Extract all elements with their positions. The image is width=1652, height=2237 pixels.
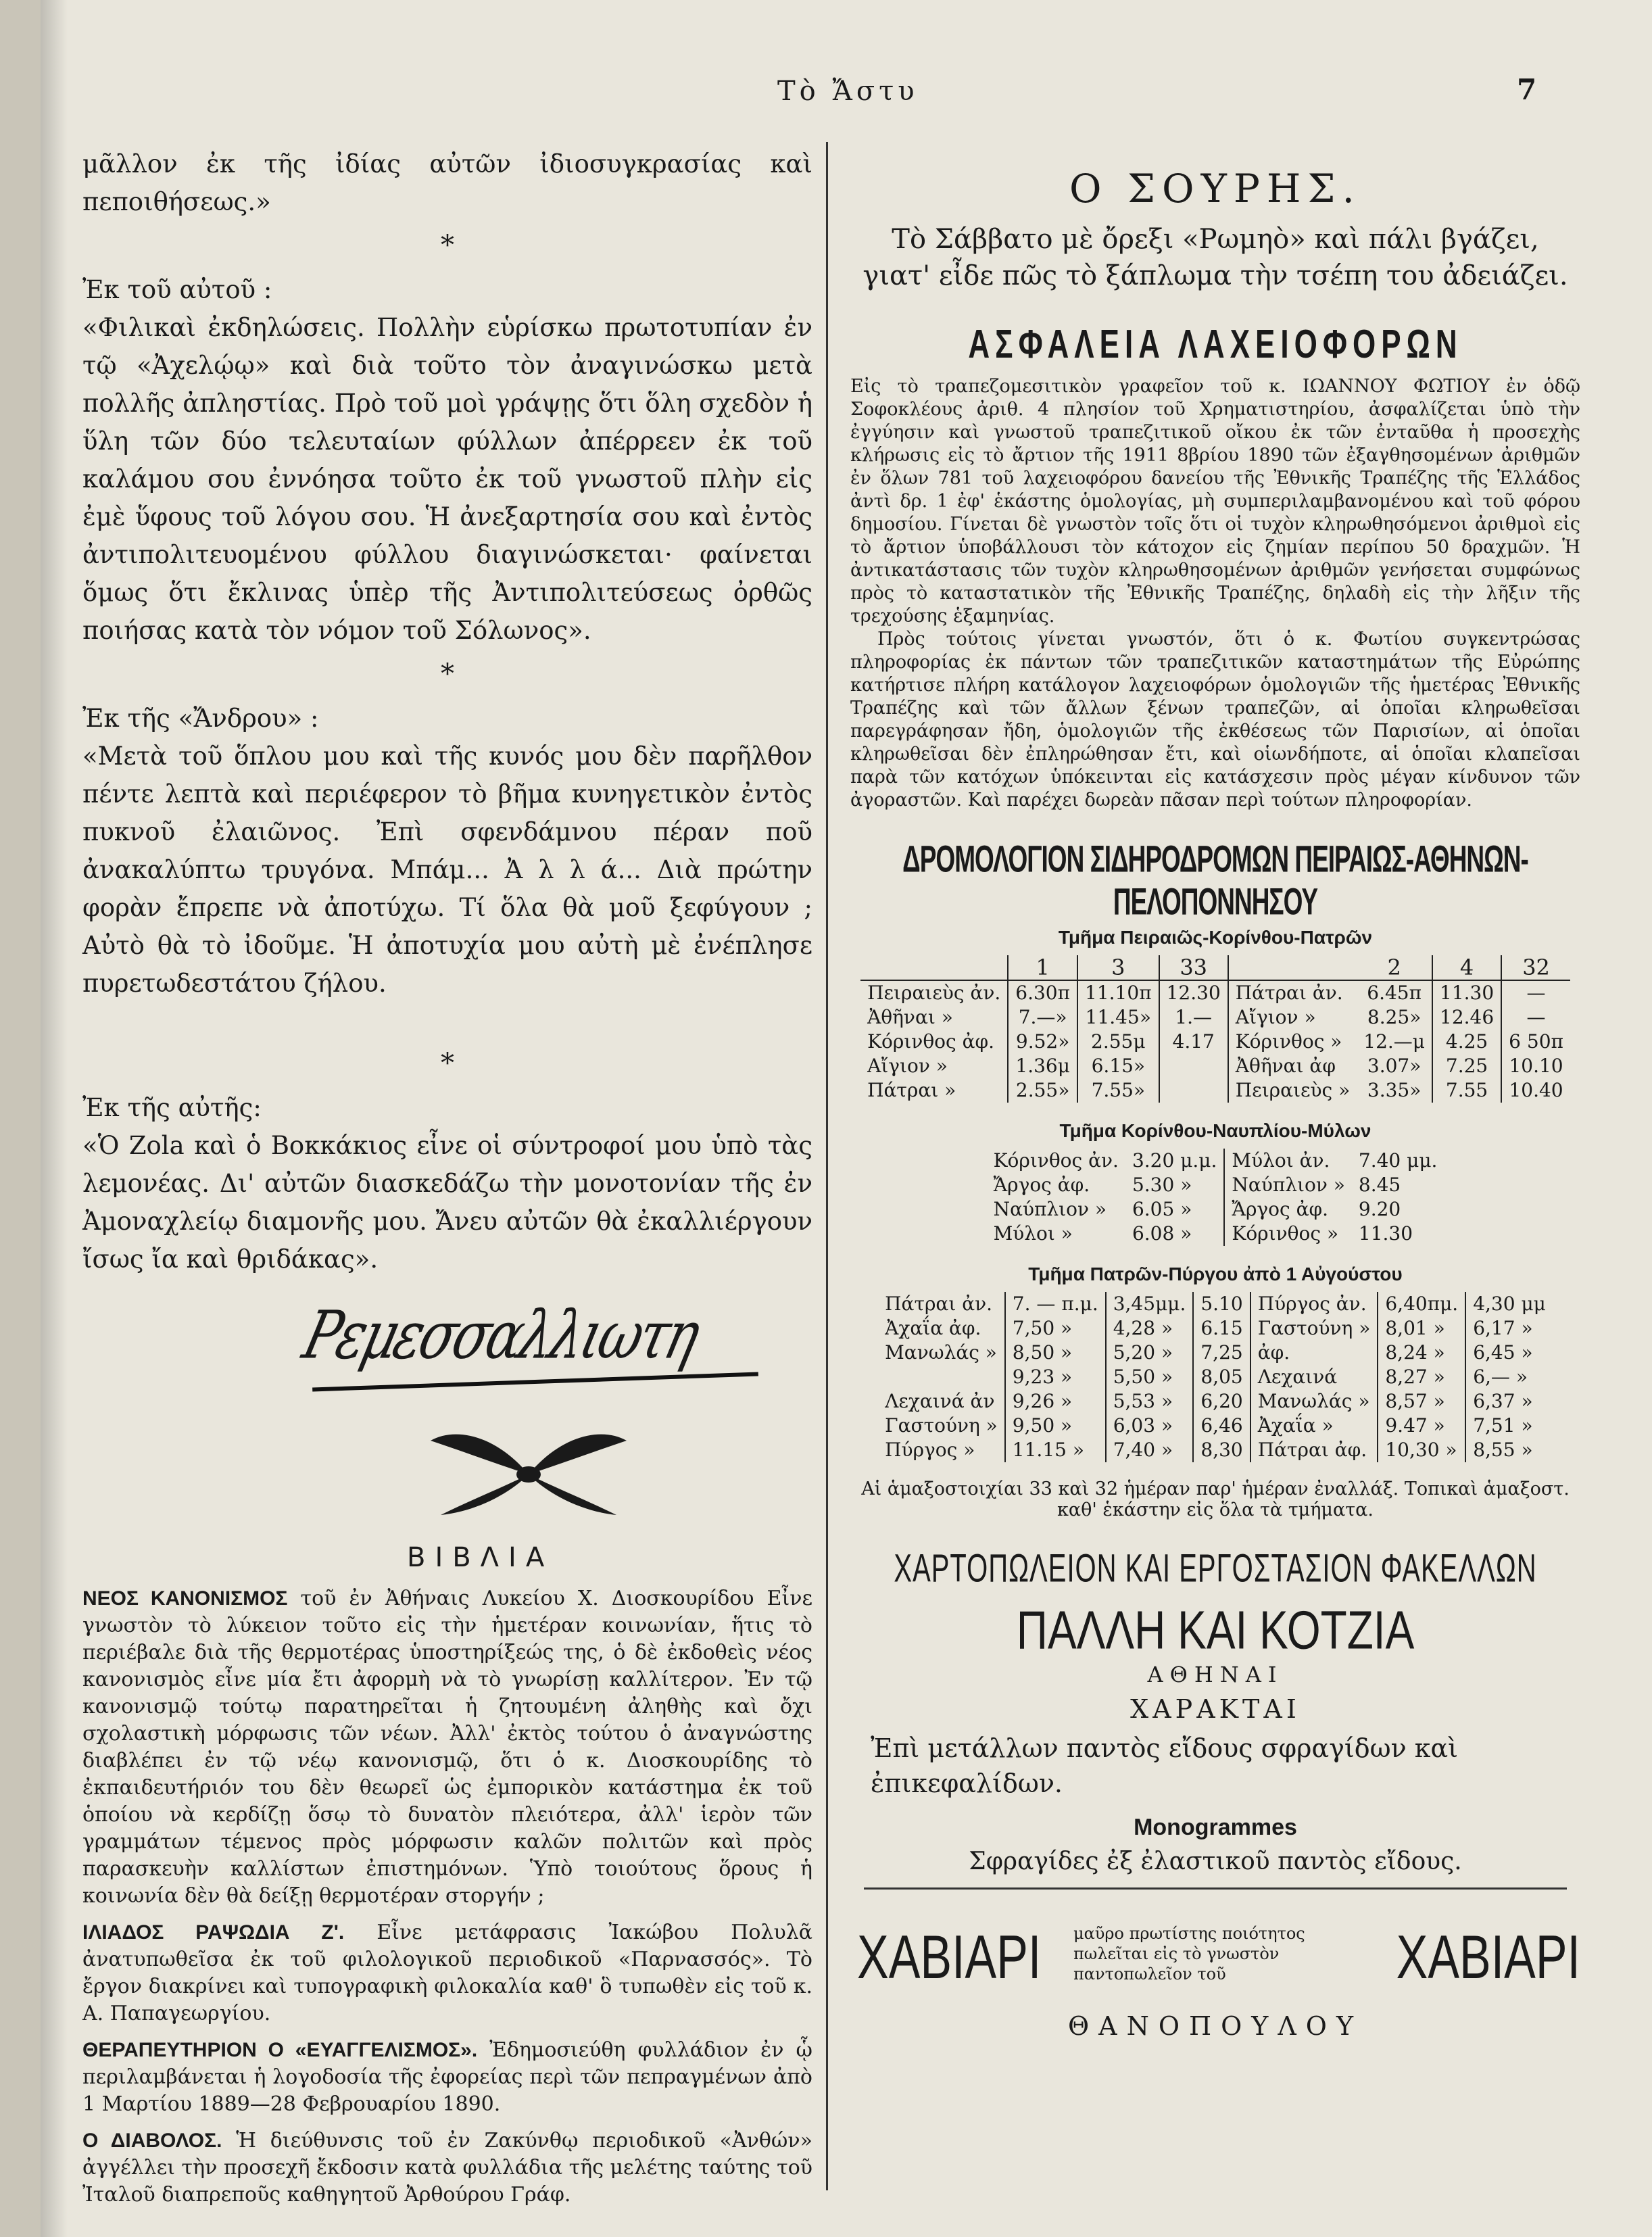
table-cell: 6.45π bbox=[1367, 982, 1422, 1004]
table-row bbox=[860, 1005, 1570, 1030]
table-cell: Πειραιεὺς » bbox=[1228, 1078, 1357, 1103]
table-cell: Ἄργος ἀφ. bbox=[993, 1174, 1090, 1196]
table-cell: 7.—» bbox=[1008, 1005, 1077, 1030]
caviar-shop-name: ΘΑΝΟΠΟΥΛΟΥ bbox=[1067, 2011, 1363, 2041]
table-cell: 3.35» bbox=[1367, 1079, 1422, 1101]
table-cell: 8,24 » bbox=[1378, 1341, 1465, 1365]
quill-ornament-icon bbox=[427, 1420, 630, 1522]
timetable-piraeus-patras bbox=[860, 955, 1570, 1103]
table-cell bbox=[878, 1365, 1005, 1389]
table-cell: 12.—μ bbox=[1363, 1030, 1425, 1053]
ad-company-name: ΠΑΛΛΗ ΚΑΙ ΚΟΤΖΙΑ bbox=[1016, 1599, 1415, 1660]
ad-divider bbox=[864, 1887, 1567, 1890]
table-cell bbox=[1159, 1054, 1228, 1078]
table-cell: Κόρινθος ἀφ. bbox=[867, 1030, 995, 1053]
separator-star: * bbox=[441, 230, 454, 261]
table-cell: 8,27 » bbox=[1378, 1365, 1465, 1389]
timetable-corinth-myloi bbox=[987, 1149, 1444, 1246]
table-cell: ἀφ. bbox=[1250, 1341, 1378, 1365]
table-cell: 8,30 bbox=[1193, 1438, 1250, 1462]
caviar-ad bbox=[850, 1917, 1580, 2052]
table-cell: 7,51 » bbox=[1465, 1414, 1553, 1438]
table-row bbox=[860, 980, 1570, 1005]
railway-timetable-title: ΔΡΟΜΟΛΟΓΙΟΝ ΣΙΔΗΡΟΔΡΟΜΩΝ ΠΕΙΡΑΙΩΣ-ΑΘΗΝΩΝ-ΠΕΛΟΠΟΝΝΗΣΟΥ bbox=[902, 838, 1528, 923]
ad-monogrammes: Monogrammes bbox=[1134, 1814, 1297, 1840]
quote-paragraph: «Φιλικαὶ ἐκδηλώσεις. Πολλὴν εὑρίσκω πρωτοτυπίαν ἐν τῷ «Ἀχελῴῳ» καὶ διὰ τοῦτο τὸν ἀναγινώσκω μετὰ πολλῆς ἀπληστίας. Πρὸ τοῦ μοὶ γράψῃς ὅτι ὅλη σχεδὸν ἡ ὕλη τῶν δύο τελευταίων φύλλων ἀπέρρεεν ἐκ τοῦ καλάμου σου ἐννόησα τοῦτο ἐκ τοῦ γνωστοῦ πλὴν εἰς ἐμὲ ὕφους τοῦ λόγου σου. Ἡ ἀνεξαρτησία σου καὶ ἐντὸς ἀντιπολιτευομένου φύλλου διαγινώσκεται· φαίνεται ὅμως ὅτι ἔκλινας ὑπὲρ τῆς Ἀντιπολιτεύσεως ὀρθῶς ποιήσας κατὰ τὸν νόμον τοῦ Σόλωνος». bbox=[82, 313, 812, 645]
table-cell: 5,53 » bbox=[1106, 1389, 1194, 1414]
table-header-cell: 3 bbox=[1077, 955, 1159, 980]
table-cell: Πύργος ἀν. bbox=[1250, 1292, 1378, 1316]
table-cell: 4,30 μμ bbox=[1465, 1292, 1553, 1316]
table-cell: 11.30 bbox=[1432, 980, 1501, 1005]
table-cell: 8,50 » bbox=[1005, 1341, 1106, 1365]
insurance-ad-body: Πρὸς τούτοις γίνεται γνωστόν, ὅτι ὁ κ. Φωτίου συγκεντρώσας πληροφορίας ἐκ πάντων τῶν τραπεζιτικῶν καταστημάτων τῆς Εὐρώπης κατήρτισε πλήρη κατάλογον λαχειοφόρων ὁμολογιῶν τῆς ἡμετέρας Ἐθνικῆς Τραπέζης καὶ τῶν ἄλλων ξένων τραπεζῶν, αἱ ὁποῖαι κληρωθεῖσαι παρεγράφησαν ἤδη, ὁμολογιῶν τῆς ἐκθέσεως τῶν Παρισίων, αἱ ὁποῖαι κληρωθεῖσαι δὲν ἐπληρώθησαν ἔτι, καὶ οἱωνδήποτε, αἱ ὁποῖαι κλαπεῖσαι παρὰ τῶν κατόχων ὑπόκεινται εἰς κατάσχεσιν πρὸς μέγαν κίνδυνον τῶν ἀγοραστῶν. Καὶ παρέχει δωρεὰν πᾶσαν περὶ τούτων πληροφορίαν. bbox=[850, 629, 1580, 811]
table-cell: 6.30π bbox=[1008, 980, 1077, 1005]
table-row bbox=[987, 1173, 1444, 1197]
table-cell: Κόρινθος » bbox=[1224, 1222, 1351, 1246]
table-header-row bbox=[860, 955, 1570, 980]
table-row bbox=[878, 1414, 1553, 1438]
table-cell: 7.40 μμ. bbox=[1358, 1149, 1438, 1172]
table-cell: Ναύπλιον » bbox=[1224, 1173, 1351, 1197]
table-row bbox=[987, 1222, 1444, 1246]
table-cell: Κόρινθος ἀν. bbox=[993, 1149, 1119, 1172]
notice-body: τοῦ ἐν Ἀθήναις Λυκείου Χ. Διοσκουρίδου Εἶνε γνωστὸν τὸ λύκειον τοῦτο εἰς τὴν ἡμετέραν κοινωνίαν, ἥτις τὸ περιέβαλε διὰ τῆς θερμοτέρας ὑποστηρίξεώς της, ὁ δὲ ἐκδοθεὶς νέος κανονισμὸς εἶνε μία ἔτι ἀφορμὴ νὰ τὸ γνωρίσῃ καλλίτερον. Ἐν τῷ κανονισμῷ τούτῳ παρατηρεῖται ἡ ζητουμένη ἀληθὴς καὶ ὄχι σχολαστικὴ μόρφωσις τῶν νέων. Ἀλλ' ἐκτὸς τούτου ὁ ἀναγνώστης διαβλέπει ἐν τῷ νέῳ κανονισμῷ, ὅτι ὁ κ. Διοσκουρίδης τὸ ἐκπαιδευτήριόν του δὲν θεωρεῖ ὡς ἐμπορικὸν κατάστημα ἐκ τοῦ ὁποίου νὰ κερδίζῃ ὅσῳ τὸ δυνατὸν πλειότερα, ἀλλ' ἱερὸν τῶν γραμμάτων τέμενος πρὸς μόρφωσιν καλῶν πολιτῶν καὶ πρὸς παρασκευὴν καλλίστων ἐπιστημόνων. Ὑπὸ τοιούτους ὅρους ἡ κοινωνία δὲν θὰ δείξῃ θερμοτέραν στοργήν ; bbox=[82, 1587, 813, 1908]
table-cell: 9.52» bbox=[1008, 1030, 1077, 1054]
table-cell: 8,55 » bbox=[1465, 1438, 1553, 1462]
table-cell: Πύργος » bbox=[885, 1439, 975, 1461]
caviar-word-right: ΧΑΒΙΑΡΙ bbox=[1396, 1923, 1580, 1992]
table-cell: Ἀθῆναι ἀφ bbox=[1228, 1054, 1357, 1078]
table-cell: Πάτραι ἀν. bbox=[1228, 980, 1357, 1005]
table-cell: Μανωλάς » bbox=[885, 1341, 997, 1364]
table-cell: 4.17 bbox=[1159, 1030, 1228, 1054]
timetable-section-title: Τμῆμα Πειραιῶς-Κορίνθου-Πατρῶν bbox=[1058, 927, 1373, 948]
table-cell: 5.10 bbox=[1193, 1292, 1250, 1316]
table-cell: 12.46 bbox=[1432, 1005, 1501, 1030]
notice-heading: Ο ΔΙΑΒΟΛΟΣ. bbox=[82, 2130, 222, 2152]
table-row bbox=[878, 1365, 1553, 1389]
running-title: Τὸ Ἄστυ bbox=[777, 76, 919, 107]
ad-rubber-stamps: Σφραγίδες ἐξ ἐλαστικοῦ παντὸς εἴδους. bbox=[969, 1848, 1462, 1875]
notice-heading: ΝΕΟΣ ΚΑΝΟΝΙΣΜΟΣ bbox=[82, 1587, 288, 1610]
table-cell: 9,26 » bbox=[1005, 1389, 1106, 1414]
table-row bbox=[878, 1341, 1553, 1365]
table-cell: 6.08 » bbox=[1132, 1222, 1192, 1245]
quote-paragraph: «Μετὰ τοῦ ὅπλου μου καὶ τῆς κυνός μου δὲν παρῆλθον πέντε λεπτὰ καὶ περιέφερον τὸ βῆμα κυνηγετικὸν ἐντὸς πυκνοῦ ἐλαιῶνος. Ἐπὶ σφενδάμνου πέραν ποῦ ἀνακαλύπτω τρυγόνα. Μπάμ... Ἀ λ λ ά... Διὰ πρώτην φορὰν ἔπρεπε νὰ ἀποτύχω. Τί ὅλα θὰ μοῦ ξεφύγουν ; Αὐτὸ θὰ τὸ ἰδοῦμε. Ἡ ἀποτυχία μου αὐτὴ μὲ ἐνέπλησε πυρετωδεστάτου ζήλου. bbox=[82, 742, 812, 998]
caviar-word-left: ΧΑΒΙΑΡΙ bbox=[857, 1923, 1042, 1992]
table-cell: 8.25» bbox=[1367, 1006, 1422, 1028]
table-cell: Ἀθῆναι » bbox=[867, 1006, 953, 1028]
table-cell: 7,50 » bbox=[1005, 1316, 1106, 1341]
table-cell: 8,01 » bbox=[1378, 1316, 1465, 1341]
signature: Ρεμεσσαλλιωτη bbox=[295, 1297, 706, 1374]
table-row bbox=[878, 1316, 1553, 1341]
table-header-cell bbox=[1228, 955, 1357, 980]
binding-gutter bbox=[0, 0, 41, 2237]
table-cell: Ἀχαΐα » bbox=[1250, 1414, 1378, 1438]
table-cell: 9.47 » bbox=[1378, 1414, 1465, 1438]
table-cell: 9,23 » bbox=[1005, 1365, 1106, 1389]
table-cell: Κόρινθος » bbox=[1228, 1030, 1357, 1054]
table-header-cell: 32 bbox=[1501, 955, 1570, 980]
table-row bbox=[878, 1389, 1553, 1414]
table-cell: 7,25 bbox=[1193, 1341, 1250, 1365]
ad-description: Ἐπὶ μετάλλων παντὸς εἴδους σφραγίδων καὶ ἐπικεφαλίδων. bbox=[871, 1733, 1459, 1798]
table-cell: Γαστούνη » bbox=[885, 1414, 998, 1437]
table-cell: 8.45 bbox=[1358, 1174, 1401, 1196]
osouris-title: Ο ΣΟΥΡΗΣ. bbox=[1069, 166, 1361, 212]
table-cell: 8,57 » bbox=[1378, 1389, 1465, 1414]
table-cell: Γαστούνη » bbox=[1250, 1316, 1378, 1341]
table-cell: 2.55» bbox=[1008, 1078, 1077, 1103]
table-row bbox=[878, 1292, 1553, 1316]
ad-city: ΑΘΗΝΑΙ bbox=[1147, 1662, 1284, 1687]
right-column bbox=[850, 145, 1580, 2052]
table-cell: Πάτραι » bbox=[867, 1079, 956, 1101]
notice-body: Ἡ διεύθυνσις τοῦ ἐν Ζακύνθῳ περιοδικοῦ «Ἀνθών» ἀγγέλλει τὴν προσεχῆ ἔκδοσιν κατὰ φυλλάδια τῆς μελέτης ταύτης τοῦ Ἰταλοῦ διαπρεποῦς καθηγητοῦ Ἀρθούρου Γράφ. bbox=[82, 2129, 812, 2207]
table-header-cell bbox=[860, 955, 1008, 980]
table-cell: 11.30 bbox=[1358, 1222, 1413, 1245]
caviar-description: μαῦρο πρωτίστης ποιότητος πωλεῖται εἰς τὸ γνωστὸν παντοπωλεῖον τοῦ bbox=[1073, 1924, 1305, 1983]
source-heading: Ἐκ τῆς «Ἄνδρου» : bbox=[82, 704, 319, 733]
table-cell: Λεχαινά bbox=[1250, 1365, 1378, 1389]
table-cell: 1.36μ bbox=[1008, 1054, 1077, 1078]
insurance-ad-body: Εἰς τὸ τραπεζομεσιτικὸν γραφεῖον τοῦ κ. ΙΩΑΝΝΟΥ ΦΩΤΙΟΥ ἐν ὁδῷ Σοφοκλέους ἀριθ. 4 πλησίον τοῦ Χρηματιστηρίου, ἀσφαλίζεται ὑπὸ τὴν ἐγγύησιν καὶ γνωστοῦ τραπεζιτικοῦ οἴκου ἐκ τῶν ἐνταῦθα ἡ προσεχὴς κλήρωσις εἰς τὸ ἄρτιον τῆς 1911 8βρίου 1890 τῶν ἐξαγθησομένων ἀριθμῶν ἐν ὅλων 781 τοῦ λαχειοφόρου δανείου τῆς Ἐθνικῆς Τραπέζης τῆς Ἑλλάδος ἀντὶ δρ. 1 ἐφ' ἑκάστης ὁμολογίας, μὴ συμπεριλαμβανομένου καὶ τοῦ φόρου δημοσίου. Γίνεται δὲ γνωστὸν τοῖς ὅτι οἱ τυχὸν κληρωθησόμενοι ἀριθμοὶ εἰς τὸ ἄρτιον ὑποβάλλουσι τὸν κάτοχον εἰς ζημίαν περίπου 50 δραχμῶν. Ἡ ἀντικατάστασις τῶν τυχὸν κληρωθησομένων ἀριθμῶν γενήσεται συμφώνως πρὸς τὸ καταστατικὸν τῆς Ἐθνικῆς Τραπέζης, δηλαδὴ εἰς τὴν λῆξιν τῆς τρεχούσης ἑξαμηνίας. bbox=[850, 376, 1580, 627]
table-cell bbox=[1159, 1078, 1228, 1103]
table-cell: 6.15» bbox=[1077, 1054, 1159, 1078]
table-row bbox=[878, 1438, 1553, 1462]
table-cell: Ναύπλιον » bbox=[993, 1198, 1107, 1220]
timetable-patras-pyrgos bbox=[878, 1292, 1553, 1462]
notice-heading: ΘΕΡΑΠΕΥΤΗΡΙΟΝ Ο «ΕΥΑΓΓΕΛΙΣΜΟΣ». bbox=[82, 2039, 478, 2061]
table-cell: Μύλοι » bbox=[993, 1222, 1073, 1245]
table-cell: 1.— bbox=[1159, 1005, 1228, 1030]
table-cell: 10.40 bbox=[1501, 1078, 1570, 1103]
paragraph-continuation: μᾶλλον ἐκ τῆς ἰδίας αὐτῶν ἰδιοσυγκρασίας καὶ πεποιθήσεως.» bbox=[82, 149, 812, 216]
books-label: ΒΙΒΛΙΑ bbox=[407, 1542, 554, 1573]
signature-underline bbox=[312, 1372, 758, 1391]
table-cell: Πάτραι ἀφ. bbox=[1250, 1438, 1378, 1462]
table-header-cell: 33 bbox=[1159, 955, 1228, 980]
separator-star: * bbox=[441, 1048, 454, 1079]
table-cell: Ἀχαΐα ἀφ. bbox=[885, 1317, 981, 1339]
table-cell: 7. — π.μ. bbox=[1005, 1292, 1106, 1316]
table-cell: 5.30 » bbox=[1132, 1174, 1192, 1196]
table-row bbox=[860, 1030, 1570, 1054]
gutter-shadow bbox=[41, 0, 68, 2237]
table-cell: 2.55μ bbox=[1077, 1030, 1159, 1054]
table-row bbox=[987, 1149, 1444, 1173]
table-header-cell: 1 bbox=[1008, 955, 1077, 980]
table-row bbox=[860, 1054, 1570, 1078]
table-cell: Πειραιεὺς ἀν. bbox=[867, 982, 1001, 1004]
quote-paragraph: «Ὁ Zola καὶ ὁ Βοκκάκιος εἶνε οἱ σύντροφοί μου ὑπὸ τὰς λεμονέας. Δι' αὐτῶν διασκεδάζω τὴν μονοτονίαν τῆς ἐν Ἀμοναχλείῳ διαμονῆς μου. Ἄνευ αὐτῶν θὰ ἐκαλλιέργουν ἴσως ἴα καὶ θριδάκας». bbox=[82, 1131, 812, 1274]
table-cell: 6.05 » bbox=[1132, 1198, 1192, 1220]
table-cell: 5,20 » bbox=[1106, 1341, 1194, 1365]
table-header-cell: 4 bbox=[1432, 955, 1501, 980]
separator-star: * bbox=[441, 658, 454, 690]
timetable-footnote: Αἱ ἁμαξοστοιχίαι 33 καὶ 32 ἡμέραν παρ' ἡμέραν ἐναλλάξ. Τοπικαὶ ἁμαξοστ. καθ' ἑκάστην εἰς ὅλα τὰ τμήματα. bbox=[861, 1478, 1570, 1520]
timetable-section-title: Τμῆμα Πατρῶν-Πύργου ἀπὸ 1 Αὐγούστου bbox=[1028, 1264, 1403, 1284]
table-cell: 4,28 » bbox=[1106, 1316, 1194, 1341]
table-cell: 3,45μμ. bbox=[1106, 1292, 1194, 1316]
table-cell: Αἴγιον » bbox=[867, 1055, 948, 1077]
table-cell: Πάτραι ἀν. bbox=[885, 1293, 993, 1315]
table-cell: 7.25 bbox=[1432, 1054, 1501, 1078]
book-notice bbox=[82, 2037, 812, 2118]
source-heading: Ἐκ τοῦ αὐτοῦ : bbox=[82, 275, 272, 304]
table-cell: 6,46 bbox=[1193, 1414, 1250, 1438]
table-cell: Ἄργος ἀφ. bbox=[1224, 1197, 1351, 1222]
verse-line: Τὸ Σάββατο μὲ ὄρεξι «Ρωμηὸ» καὶ πάλι βγάζει, bbox=[892, 224, 1539, 255]
table-cell: — bbox=[1501, 1005, 1570, 1030]
table-cell: 11.45» bbox=[1077, 1005, 1159, 1030]
table-cell: 3.07» bbox=[1367, 1055, 1422, 1077]
notice-heading: ΙΛΙΑΔΟΣ ΡΑΨΩΔΙΑ Ζ'. bbox=[82, 1921, 345, 1944]
table-cell: 7,40 » bbox=[1106, 1438, 1194, 1462]
table-cell: 6,40πμ. bbox=[1378, 1292, 1465, 1316]
table-cell: 11.10π bbox=[1077, 980, 1159, 1005]
table-cell: 3.20 μ.μ. bbox=[1132, 1149, 1217, 1172]
signature-block bbox=[82, 1297, 812, 1400]
source-heading: Ἐκ τῆς αὐτῆς: bbox=[82, 1093, 262, 1122]
table-cell: 6.15 bbox=[1193, 1316, 1250, 1341]
table-cell: 6,17 » bbox=[1465, 1316, 1553, 1341]
verse-line: γιατ' εἶδε πῶς τὸ ξάπλωμα τὴν τσέπη του ἀδειάζει. bbox=[863, 260, 1568, 291]
table-row bbox=[860, 1078, 1570, 1103]
table-cell: 6,20 bbox=[1193, 1389, 1250, 1414]
table-cell: 6,— » bbox=[1465, 1365, 1553, 1389]
table-cell: 5,50 » bbox=[1106, 1365, 1194, 1389]
book-notice bbox=[82, 1919, 812, 2027]
table-row bbox=[987, 1197, 1444, 1222]
books-section-header bbox=[82, 1414, 812, 1576]
timetable-section-title: Τμῆμα Κορίνθου-Ναυπλίου-Μύλων bbox=[1059, 1120, 1371, 1141]
table-cell: 10,30 » bbox=[1378, 1438, 1465, 1462]
notice-body: Εἶνε μετάφρασις Ἰακώβου Πολυλᾶ ἀνατυπωθεῖσα ἐκ τοῦ φιλολογικοῦ περιοδικοῦ «Παρνασσός». Τὸ ἔργον διακρίνει καὶ τυπογραφικὴ φιλοκαλία καθ' ὃ τυπωθὲν εἰς τοῦ κ. Α. Παπαγεωργίου. bbox=[82, 1921, 812, 2025]
page-number: 7 bbox=[1517, 73, 1537, 106]
table-cell: 8,05 bbox=[1193, 1365, 1250, 1389]
stationery-ad bbox=[850, 1547, 1580, 1890]
table-cell: 6 50π bbox=[1501, 1030, 1570, 1054]
table-cell: 6,03 » bbox=[1106, 1414, 1194, 1438]
table-cell: Μύλοι ἀν. bbox=[1224, 1149, 1351, 1173]
table-cell: Λεχαινά ἀν bbox=[885, 1390, 995, 1412]
table-cell: 10.10 bbox=[1501, 1054, 1570, 1078]
table-header-cell: 2 bbox=[1357, 955, 1432, 980]
table-cell: Μανωλάς » bbox=[1250, 1389, 1378, 1414]
table-cell: 12.30 bbox=[1159, 980, 1228, 1005]
table-cell: 7.55 bbox=[1432, 1078, 1501, 1103]
table-cell: Αἴγιον » bbox=[1228, 1005, 1357, 1030]
table-cell: 7.55» bbox=[1077, 1078, 1159, 1103]
table-cell: 9,50 » bbox=[1005, 1414, 1106, 1438]
notice-body: Ἐδημοσιεύθη φυλλάδιον ἐν ᾧ περιλαμβάνεται ἡ λογοδοσία τῆς ἐφορείας περὶ τῶν πεπραγμένων ἀπὸ 1 Μαρτίου 1889—28 Φεβρουαρίου 1890. bbox=[82, 2038, 812, 2116]
table-cell: 9.20 bbox=[1358, 1198, 1401, 1220]
left-column bbox=[82, 145, 812, 2209]
book-notice bbox=[82, 1585, 812, 1910]
table-cell: 6,37 » bbox=[1465, 1389, 1553, 1414]
table-cell: — bbox=[1501, 980, 1570, 1005]
table-cell: 6,45 » bbox=[1465, 1341, 1553, 1365]
column-divider bbox=[826, 142, 828, 2190]
ad-heading: ΧΑΡΤΟΠΩΛΕΙΟΝ ΚΑΙ ΕΡΓΟΣΤΑΣΙΟΝ ΦΑΚΕΛΛΩΝ bbox=[894, 1547, 1537, 1591]
insurance-ad-title: ΑΣΦΑΛΕΙΑ ΛΑΧΕΙΟΦΟΡΩΝ bbox=[968, 322, 1463, 367]
book-notice bbox=[82, 2127, 812, 2209]
table-cell: 4.25 bbox=[1432, 1030, 1501, 1054]
ad-engravers: ΧΑΡΑΚΤΑΙ bbox=[1130, 1694, 1301, 1724]
table-cell: 11.15 » bbox=[1005, 1438, 1106, 1462]
